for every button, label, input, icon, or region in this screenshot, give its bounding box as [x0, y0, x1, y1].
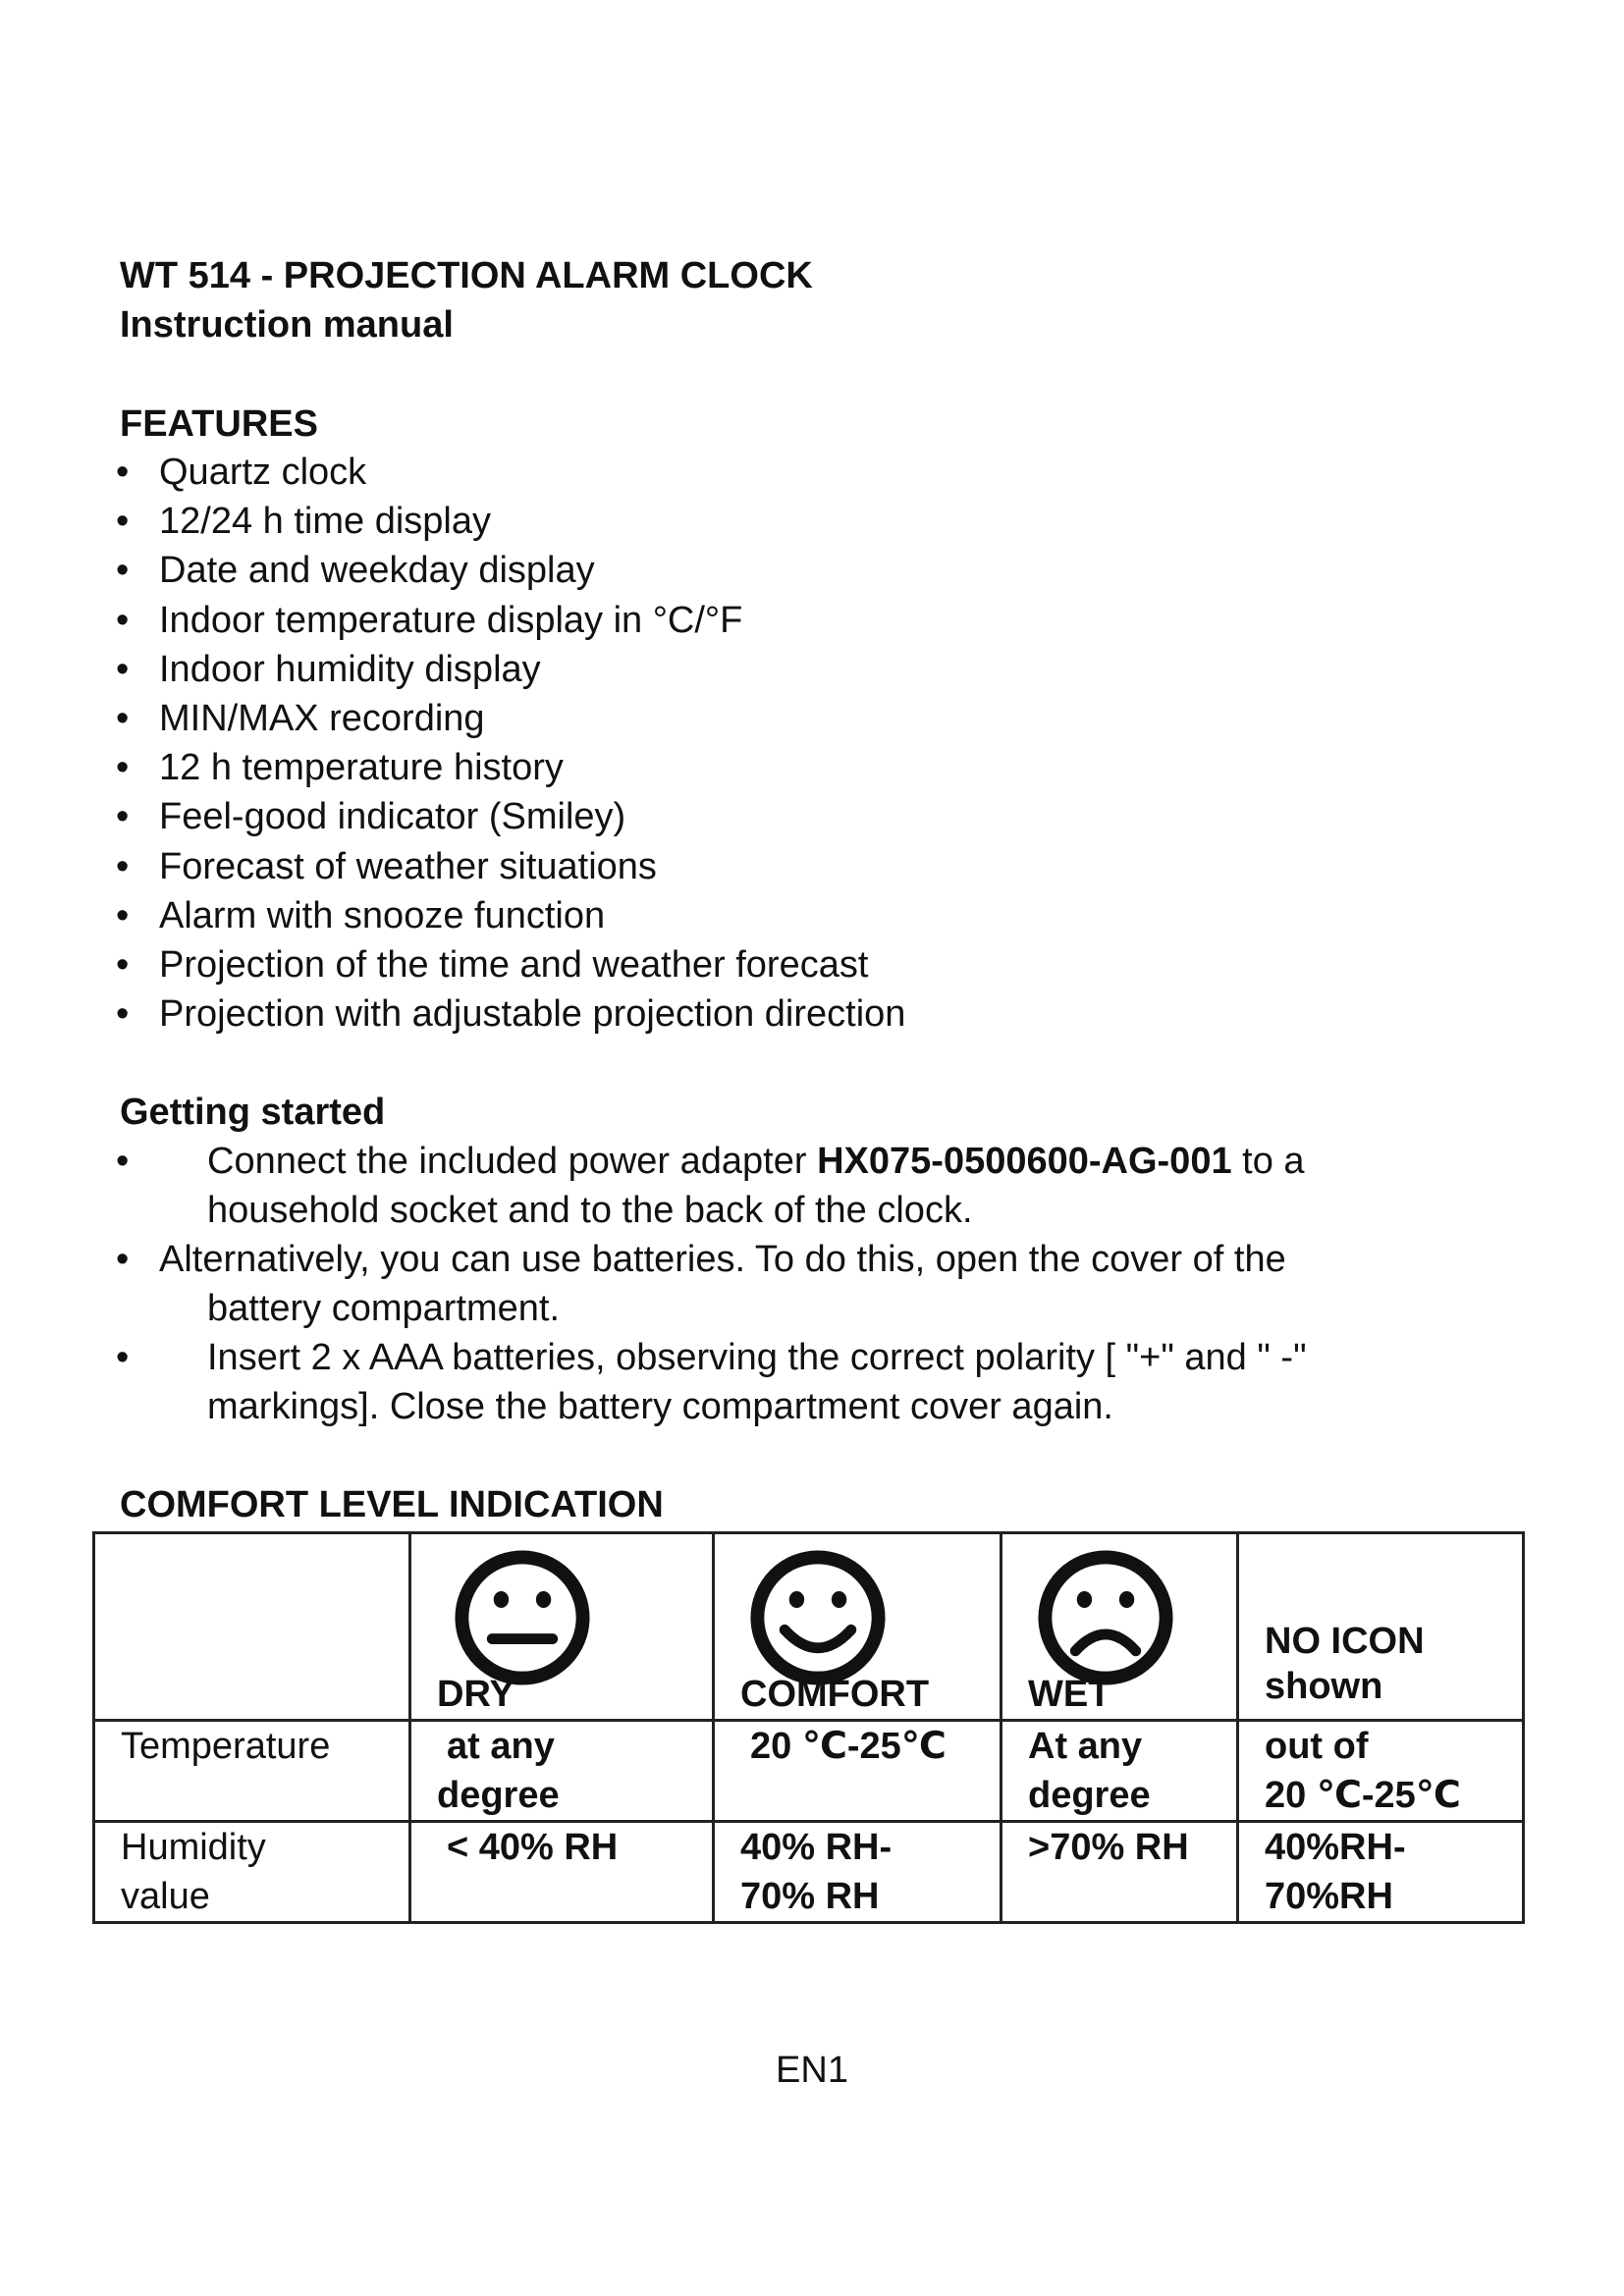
bullet-icon: • — [116, 698, 130, 740]
bullet-icon: • — [116, 845, 130, 887]
bullet-icon: • — [116, 599, 130, 641]
bullet-icon: • — [116, 796, 130, 838]
getting-started-heading: Getting started — [120, 1092, 386, 1133]
list-item: • Indoor temperature display in °C/°F — [116, 596, 905, 645]
bullet-icon: • — [116, 648, 130, 690]
list-item: • Date and weekday display — [116, 546, 905, 595]
list-item: • MIN/MAX recording — [116, 694, 905, 743]
shown-label: shown — [1265, 1666, 1383, 1707]
table-cell: 40% RH- 70% RH — [714, 1822, 1001, 1923]
wet-label: WET — [1028, 1674, 1111, 1715]
bullet-icon: • — [116, 1141, 130, 1182]
page-number: EN1 — [776, 2050, 848, 2091]
table-row — [94, 1721, 1524, 1822]
list-item: • Quartz clock — [116, 448, 905, 497]
bullet-icon: • — [116, 452, 130, 493]
bullet-icon: • — [116, 501, 130, 543]
table-cell: 20 ℃-25℃ — [714, 1721, 1001, 1822]
bullet-icon: • — [116, 1337, 130, 1378]
bullet-icon: • — [116, 993, 130, 1036]
wet-column-header — [1001, 1533, 1238, 1721]
getting-started-item-1-line2: household socket and to the back of the clock. — [207, 1190, 973, 1231]
bullet-icon: • — [116, 894, 130, 936]
getting-started-item-3: Insert 2 x AAA batteries, observing the correct polarity [ "+" and " -" — [207, 1337, 1307, 1378]
table-row — [94, 1822, 1524, 1923]
no-icon-label: NO ICON — [1265, 1621, 1425, 1662]
document-title: WT 514 - PROJECTION ALARM CLOCK — [120, 255, 813, 296]
adapter-model: HX075-0500600-AG-001 — [817, 1141, 1232, 1182]
getting-started-item-2: Alternatively, you can use batteries. To do this, open the cover of the — [159, 1239, 1286, 1280]
getting-started-item-3-line2: markings]. Close the battery compartment cover again. — [207, 1386, 1113, 1427]
table-cell: 40%RH- 70%RH — [1238, 1822, 1524, 1923]
table-cell: >70% RH — [1001, 1822, 1238, 1923]
list-item: • Forecast of weather situations — [116, 842, 905, 891]
table-cell: out of 20 ℃-25℃ — [1238, 1721, 1524, 1822]
list-item: • Projection with adjustable projection direction — [116, 989, 905, 1039]
list-item: • Feel-good indicator (Smiley) — [116, 792, 905, 841]
list-item: • 12/24 h time display — [116, 497, 905, 546]
bullet-icon: • — [116, 747, 130, 789]
list-item: • Projection of the time and weather forecast — [116, 940, 905, 989]
list-item: • 12 h temperature history — [116, 743, 905, 792]
dry-label: DRY — [437, 1674, 514, 1715]
list-item: • Alarm with snooze function — [116, 891, 905, 940]
comfort-column-header — [714, 1533, 1001, 1721]
features-list — [116, 448, 905, 1039]
document-subtitle: Instruction manual — [120, 304, 454, 346]
table-cell: < 40% RH — [410, 1822, 714, 1923]
table-header-row — [94, 1533, 1524, 1721]
table-cell: At any degree — [1001, 1721, 1238, 1822]
getting-started-item-1: Connect the included power adapter HX075-0500600-AG-001 to a — [207, 1141, 1305, 1182]
list-item: • Indoor humidity display — [116, 645, 905, 694]
bullet-icon: • — [116, 944, 130, 987]
bullet-icon: • — [116, 550, 130, 592]
no-icon-column-header — [1238, 1533, 1524, 1721]
table-cell: at any degree — [410, 1721, 714, 1822]
table-cell-empty — [94, 1533, 410, 1721]
temperature-row-label: Temperature — [94, 1721, 410, 1822]
features-heading: FEATURES — [120, 403, 318, 445]
comfort-table — [92, 1531, 1525, 1924]
comfort-heading: COMFORT LEVEL INDICATION — [120, 1484, 664, 1525]
humidity-row-label: Humidity value — [94, 1822, 410, 1923]
comfort-label: COMFORT — [740, 1674, 930, 1715]
dry-column-header — [410, 1533, 714, 1721]
bullet-icon: • — [116, 1239, 130, 1280]
getting-started-item-2-line2: battery compartment. — [207, 1288, 561, 1329]
